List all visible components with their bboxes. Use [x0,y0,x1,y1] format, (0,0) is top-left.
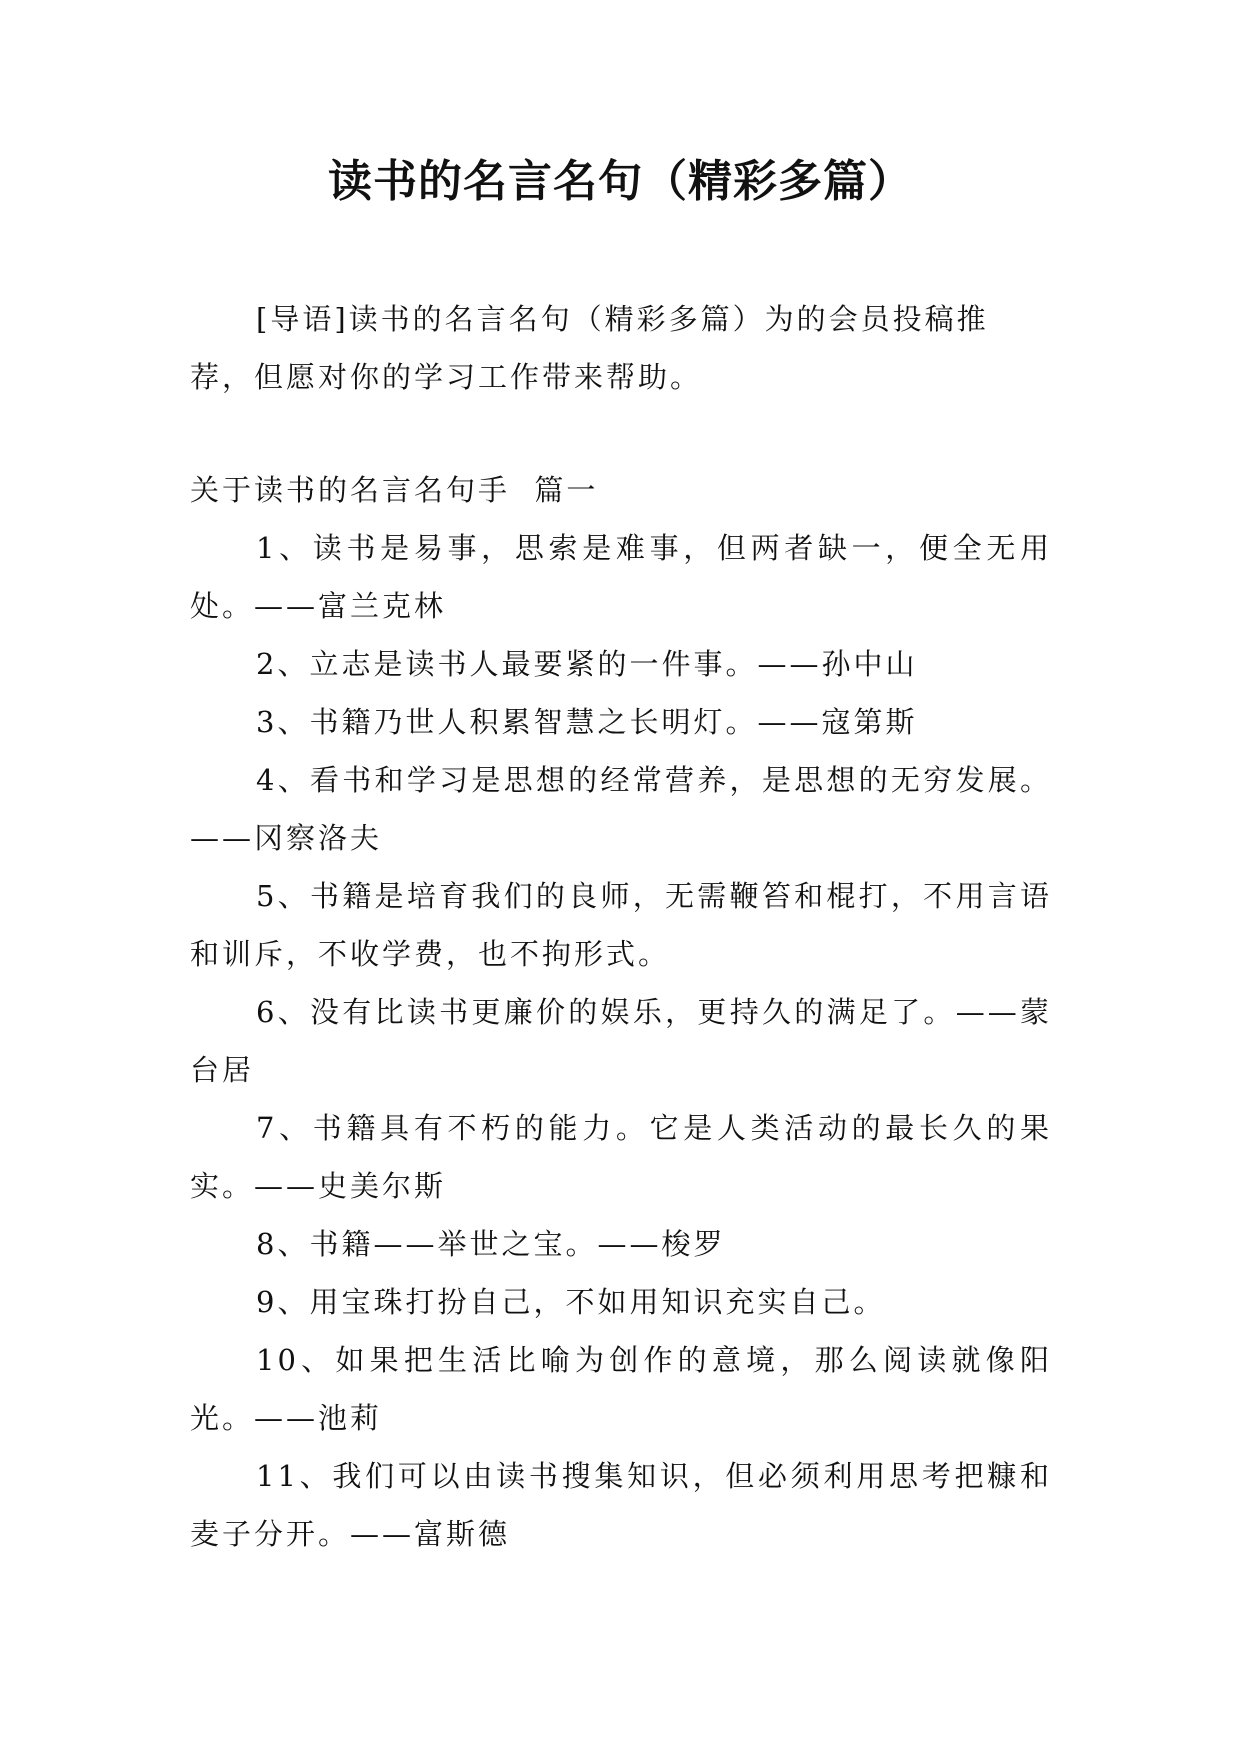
quote-item: 3、书籍乃世人积累智慧之长明灯。——寇第斯 [256,705,918,739]
quote-item: 7、书籍具有不朽的能力。它是人类活动的最长久的果实。——史美尔斯 [190,1111,1052,1203]
quote-item: 1、读书是易事，思索是难事，但两者缺一，便全无用处。——富兰克林 [190,531,1052,623]
quote-item: 4、看书和学习是思想的经常营养，是思想的无穷发展。——冈察洛夫 [190,763,1052,855]
quote-item: 10、如果把生活比喻为创作的意境，那么阅读就像阳光。——池莉 [190,1343,1052,1435]
quote-item: 11、我们可以由读书搜集知识，但必须利用思考把糠和麦子分开。——富斯德 [190,1459,1052,1551]
quote-item: 5、书籍是培育我们的良师，无需鞭笞和棍打，不用言语和训斥，不收学费，也不拘形式。 [190,879,1052,971]
quote-item: 2、立志是读书人最要紧的一件事。——孙中山 [256,647,918,681]
quote-item: 8、书籍——举世之宝。——梭罗 [256,1227,726,1261]
quote-list [190,519,1052,1563]
intro-paragraph: [导语]读书的名言名句（精彩多篇）为的会员投稿推荐，但愿对你的学习工作带来帮助。 [190,302,989,394]
section-heading: 关于读书的名言名句手 篇一 [190,473,599,507]
document-title: 读书的名言名句（精彩多篇） [328,156,913,207]
quote-item: 9、用宝珠打扮自己，不如用知识充实自己。 [256,1285,886,1319]
quote-item: 6、没有比读书更廉价的娱乐，更持久的满足了。——蒙台居 [190,995,1052,1087]
